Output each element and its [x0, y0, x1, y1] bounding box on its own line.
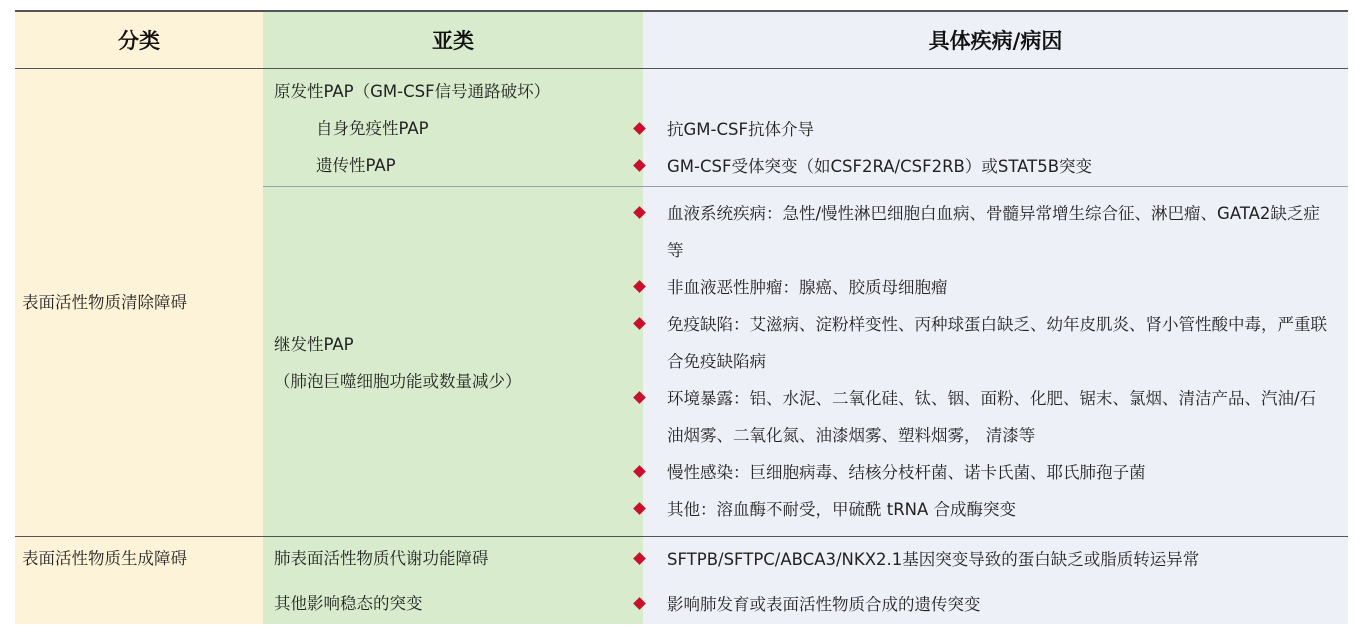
row-divider-primary-secondary	[263, 186, 1348, 187]
subcategory-primary: 原发性PAP（GM-CSF信号通路破坏）	[274, 82, 551, 101]
category-production: 表面活性物质生成障碍	[22, 549, 187, 568]
header-cause: 具体疾病/病因	[928, 29, 1063, 53]
category-column	[15, 12, 263, 624]
subcategory-hereditary: 遗传性PAP	[316, 156, 396, 175]
header-subcategory: 亚类	[432, 29, 474, 53]
subcategory-metabolic: 肺表面活性物质代谢功能障碍	[274, 549, 489, 568]
subcategory-autoimmune: 自身免疫性PAP	[316, 119, 429, 138]
subcategory-secondary: 继发性PAP	[274, 335, 354, 354]
subcategory-secondary-note: （肺泡巨噬细胞功能或数量减少）	[274, 372, 522, 391]
row-divider-clearance-production	[15, 536, 1348, 537]
header-divider	[15, 68, 1348, 69]
category-clearance: 表面活性物质清除障碍	[22, 293, 187, 312]
subcategory-other-mutation: 其他影响稳态的突变	[274, 594, 423, 613]
subcategory-column	[263, 12, 643, 624]
header-category: 分类	[118, 29, 160, 53]
